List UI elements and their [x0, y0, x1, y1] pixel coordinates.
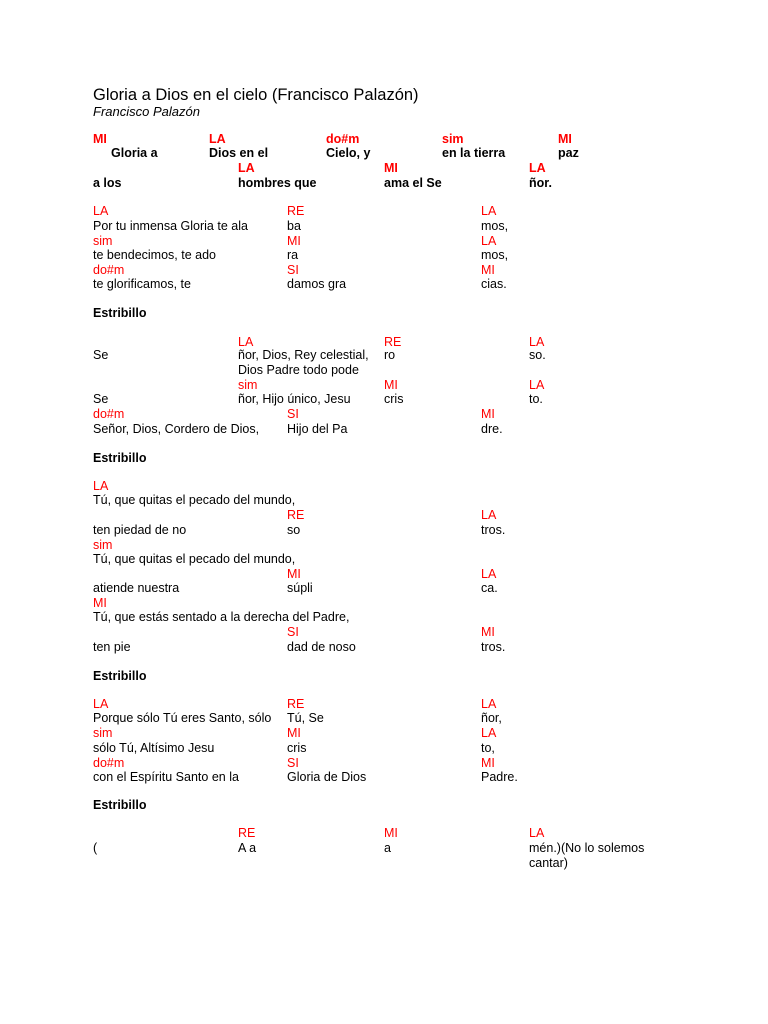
chord-label: MI: [384, 378, 398, 392]
refrain-marker: Estribillo: [93, 798, 147, 812]
lyric-fragment: cris: [384, 392, 404, 406]
lyric-fragment: (: [93, 841, 98, 855]
chord-label: MI: [481, 625, 495, 639]
chord-label: MI: [384, 826, 398, 840]
refrain-marker: Estribillo: [93, 669, 147, 683]
lyric-fragment: paz: [558, 146, 579, 160]
lyric-fragment: Dios Padre todo pode: [238, 363, 359, 377]
chord-label: MI: [93, 596, 107, 610]
lyric-fragment: Cielo, y: [326, 146, 371, 160]
lyric-fragment: a: [384, 841, 391, 855]
lyric-fragment: Hijo del Pa: [287, 422, 348, 436]
chord-label: do#m: [93, 263, 125, 277]
lyric-fragment: ñor, Dios, Rey celestial,: [238, 348, 369, 362]
chord-label: RE: [287, 508, 305, 522]
lyric-fragment: te bendecimos, te ado: [93, 248, 216, 262]
chord-label: MI: [481, 756, 495, 770]
chord-label: SI: [287, 756, 299, 770]
chord-label: LA: [93, 204, 109, 218]
chord-label: sim: [93, 234, 113, 248]
chord-label: LA: [529, 335, 545, 349]
chord-label: LA: [481, 567, 497, 581]
lyric-fragment: cias.: [481, 277, 507, 291]
lyric-fragment: ñor,: [481, 711, 502, 725]
chord-label: LA: [481, 697, 497, 711]
refrain-marker: Estribillo: [93, 451, 147, 465]
chord-label: RE: [384, 335, 402, 349]
lyric-fragment: con el Espíritu Santo en la: [93, 770, 239, 784]
chord-label: RE: [287, 204, 305, 218]
lyric-fragment: ñor.: [529, 176, 552, 190]
chord-label: do#m: [93, 407, 125, 421]
song-title: Gloria a Dios en el cielo (Francisco Palazón): [93, 86, 419, 104]
chord-label: RE: [287, 697, 305, 711]
lyric-fragment: te glorificamos, te: [93, 277, 191, 291]
lyric-fragment: A a: [238, 841, 257, 855]
chord-label: LA: [238, 335, 254, 349]
lyric-fragment: so.: [529, 348, 546, 362]
lyric-fragment: Padre.: [481, 770, 518, 784]
lyric-fragment: Dios en el: [209, 146, 269, 160]
lyric-fragment: Gloria a: [111, 146, 158, 160]
chord-label: LA: [481, 234, 497, 248]
lyric-fragment: dre.: [481, 422, 503, 436]
lyric-fragment: Tú, que quitas el pecado del mundo,: [93, 552, 296, 566]
chord-label: SI: [287, 407, 299, 421]
chord-label: MI: [384, 161, 398, 175]
lyric-fragment: Señor, Dios, Cordero de Dios,: [93, 422, 260, 436]
chord-label: LA: [529, 378, 545, 392]
chord-label: LA: [209, 132, 226, 146]
lyric-fragment: súpli: [287, 581, 313, 595]
lyric-fragment: so: [287, 523, 301, 537]
chord-label: MI: [481, 407, 495, 421]
lyric-fragment: Tú, que quitas el pecado del mundo,: [93, 493, 296, 507]
lyric-fragment: cris: [287, 741, 307, 755]
chord-label: LA: [238, 161, 255, 175]
lyric-fragment: Porque sólo Tú eres Santo, sólo: [93, 711, 272, 725]
lyric-fragment: mos,: [481, 219, 509, 233]
song-author: Francisco Palazón: [93, 104, 200, 119]
lyric-fragment: Tú, que estás sentado a la derecha del Padre,: [93, 610, 350, 624]
chord-label: MI: [558, 132, 572, 146]
chord-label: LA: [481, 726, 497, 740]
lyric-fragment: Gloria de Dios: [287, 770, 367, 784]
chord-label: LA: [93, 697, 109, 711]
chord-label: LA: [529, 826, 545, 840]
lyric-fragment: Tú, Se: [287, 711, 324, 725]
chord-label: MI: [287, 726, 301, 740]
lyric-fragment: en la tierra: [442, 146, 506, 160]
chord-label: sim: [238, 378, 258, 392]
lyric-fragment: hombres que: [238, 176, 317, 190]
chord-label: sim: [93, 538, 113, 552]
lyric-fragment: dad de noso: [287, 640, 356, 654]
lyric-fragment: tros.: [481, 523, 506, 537]
lyric-fragment: damos gra: [287, 277, 347, 291]
chord-label: LA: [481, 204, 497, 218]
lyric-fragment: Se: [93, 392, 109, 406]
chord-label: MI: [287, 567, 301, 581]
chord-label: MI: [93, 132, 107, 146]
lyric-fragment: ama el Se: [384, 176, 442, 190]
lyric-fragment: sólo Tú, Altísimo Jesu: [93, 741, 215, 755]
lyric-fragment: ñor, Hijo único, Jesu: [238, 392, 351, 406]
lyric-fragment: ten pie: [93, 640, 131, 654]
chord-label: do#m: [93, 756, 125, 770]
chord-label: LA: [93, 479, 109, 493]
lyric-fragment: ten piedad de no: [93, 523, 187, 537]
lyric-fragment: ra: [287, 248, 299, 262]
lyric-fragment: tros.: [481, 640, 506, 654]
chord-label: LA: [481, 508, 497, 522]
chord-label: sim: [442, 132, 464, 146]
refrain-marker: Estribillo: [93, 306, 147, 320]
chord-label: SI: [287, 625, 299, 639]
lyric-fragment: cantar): [529, 856, 568, 870]
chord-label: RE: [238, 826, 256, 840]
chord-label: MI: [287, 234, 301, 248]
lyric-fragment: to,: [481, 741, 495, 755]
lyric-fragment: mén.)(No lo solemos: [529, 841, 645, 855]
chord-label: LA: [529, 161, 546, 175]
lyric-fragment: mos,: [481, 248, 509, 262]
lyric-fragment: ca.: [481, 581, 498, 595]
chord-label: SI: [287, 263, 299, 277]
chord-label: do#m: [326, 132, 360, 146]
lyric-fragment: Por tu inmensa Gloria te ala: [93, 219, 248, 233]
lyric-fragment: a los: [93, 176, 122, 190]
chord-label: MI: [481, 263, 495, 277]
lyric-fragment: ba: [287, 219, 301, 233]
lyric-fragment: ro: [384, 348, 396, 362]
lyric-fragment: Se: [93, 348, 109, 362]
lyric-fragment: atiende nuestra: [93, 581, 180, 595]
lyric-fragment: to.: [529, 392, 543, 406]
chord-label: sim: [93, 726, 113, 740]
